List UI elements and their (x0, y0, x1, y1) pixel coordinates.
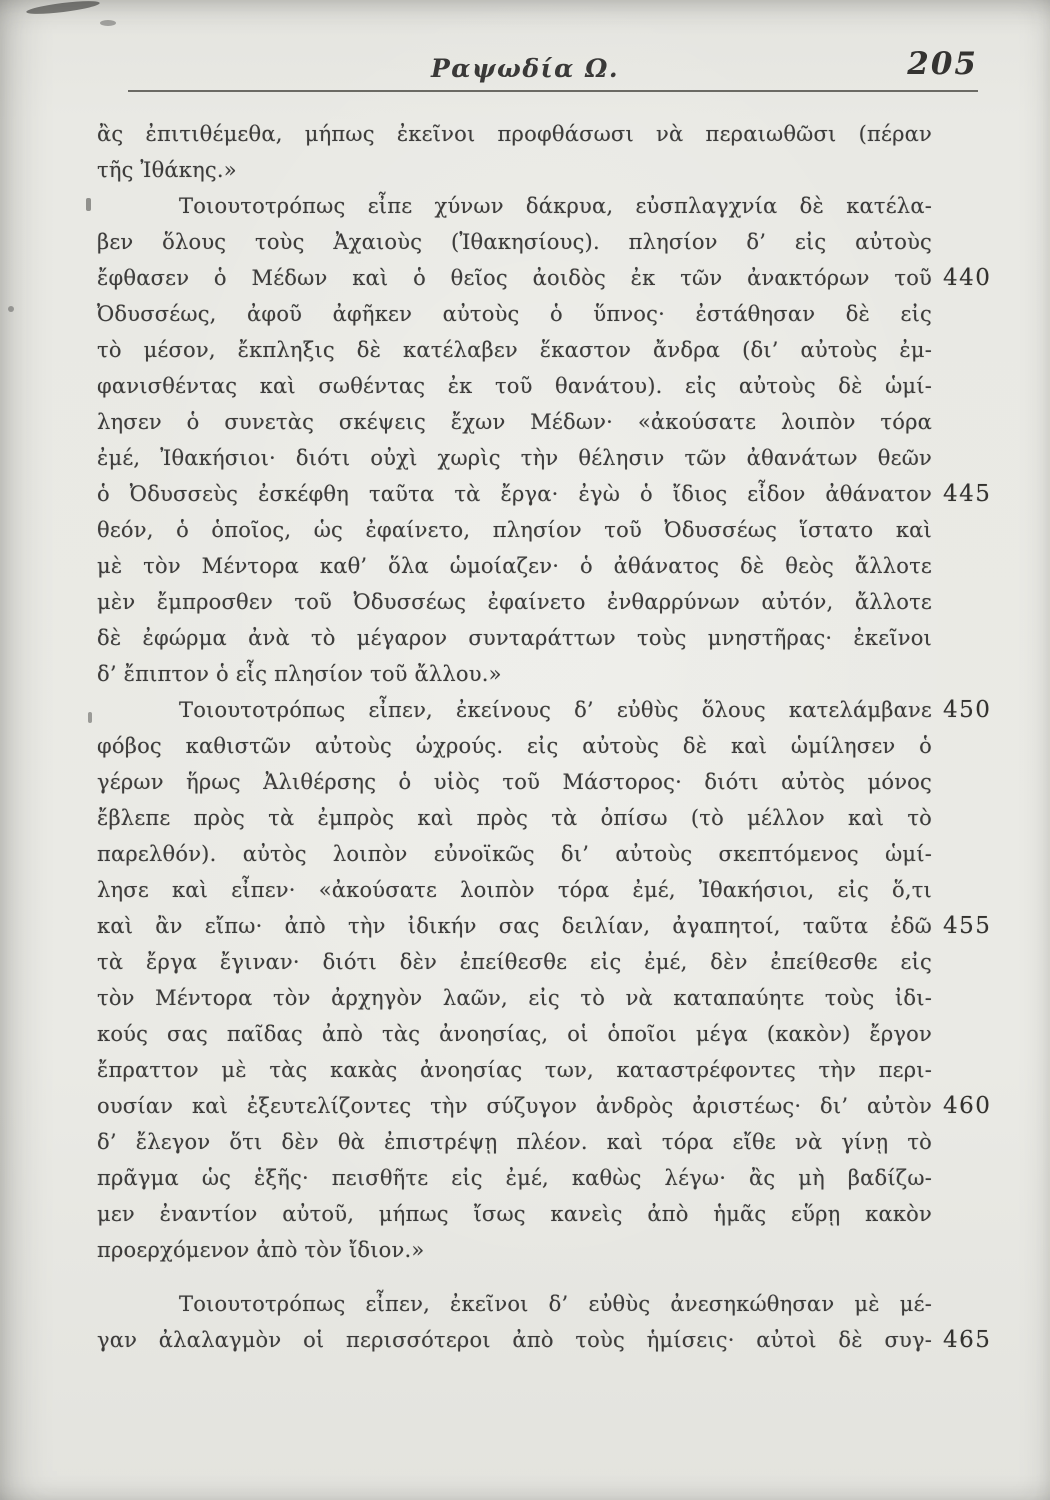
text-line (97, 332, 932, 368)
line-text: πρᾶγμα ὡς ἑξῆς· πεισθῆτε εἰς ἐμέ, καθὼς λέγω· ἂς μὴ βαδίζω- (97, 1166, 932, 1190)
text-line (97, 1052, 932, 1088)
line-text: προερχόμενον ἀπὸ τὸν ἴδιον.» (97, 1238, 425, 1262)
text-line (97, 152, 932, 188)
text-line (97, 656, 932, 692)
line-text: ἂς ἐπιτιθέμεθα, μήπως ἐκεῖνοι προφθάσωσι νὰ περαιωθῶσι (πέραν (97, 122, 932, 146)
text-line (97, 404, 932, 440)
text-line (97, 368, 932, 404)
text-line (97, 692, 992, 728)
scan-artifact (88, 712, 92, 723)
body-text (97, 116, 992, 1358)
text-line (97, 908, 992, 944)
text-line (97, 296, 932, 332)
line-text: δ’ ἔλεγον ὅτι δὲν θὰ ἐπιστρέψῃ πλέον. καὶ τόρα εἴθε νὰ γίνῃ τὸ (97, 1130, 932, 1154)
line-text: ὁ Ὀδυσσεὺς ἐσκέφθη ταῦτα τὰ ἔργα· ἐγὼ ὁ ἴδιος εἶδον ἀθάνατον (97, 482, 932, 506)
line-text: λησεν ὁ συνετὰς σκέψεις ἔχων Μέδων· «ἀκούσατε λοιπὸν τόρα (97, 410, 932, 434)
verse-number: 450 (943, 697, 992, 723)
line-text: φόβος καθιστῶν αὐτοὺς ὠχρούς. εἰς αὐτοὺς δὲ καὶ ὡμίλησεν ὁ (97, 734, 932, 758)
verse-number: 465 (943, 1327, 992, 1353)
line-text: ουσίαν καὶ ἐξευτελίζοντες τὴν σύζυγον ἀνδρὸς ἀριστέως· δι’ αὐτὸν (97, 1094, 932, 1118)
verse-number: 455 (943, 913, 992, 939)
text-line (97, 260, 992, 296)
line-text: Ὀδυσσέως, ἀφοῦ ἀφῆκεν αὐτοὺς ὁ ὕπνος· ἐστάθησαν δὲ εἰς (97, 302, 932, 326)
text-line (97, 440, 932, 476)
text-line (97, 1196, 932, 1232)
text-line (97, 188, 932, 224)
verse-number: 460 (943, 1093, 992, 1119)
line-text: ἔφθασεν ὁ Μέδων καὶ ὁ θεῖος ἀοιδὸς ἐκ τῶν ἀνακτόρων τοῦ (97, 266, 932, 290)
line-text: καὶ ἂν εἴπω· ἀπὸ τὴν ἰδικήν σας δειλίαν, ἀγαπητοί, ταῦτα ἐδῶ (97, 914, 932, 938)
text-line (97, 1016, 932, 1052)
text-line (97, 512, 932, 548)
line-text: γαν ἀλαλαγμὸν οἱ περισσότεροι ἀπὸ τοὺς ἡμίσεις· αὐτοὶ δὲ συγ- (97, 1328, 932, 1352)
scan-artifact (100, 20, 116, 26)
text-line (97, 1322, 992, 1358)
text-line (97, 872, 932, 908)
line-text: τὸν Μέντορα τὸν ἀρχηγὸν λαῶν, εἰς τὸ νὰ καταπαύητε τοὺς ἰδι- (97, 986, 932, 1010)
line-text: μὲ τὸν Μέντορα καθ’ ὅλα ὡμοίαζεν· ὁ ἀθάνατος δὲ θεὸς ἄλλοτε (97, 554, 932, 578)
scan-artifact (86, 198, 91, 211)
line-text: λησε καὶ εἶπεν· «ἀκούσατε λοιπὸν τόρα ἐμέ, Ἰθακήσιοι, εἰς ὅ,τι (97, 878, 932, 902)
text-line (97, 1124, 932, 1160)
line-text: τὸ μέσον, ἔκπληξις δὲ κατέλαβεν ἕκαστον ἄνδρα (δι’ αὐτοὺς ἐμ- (97, 338, 932, 362)
line-text: θεόν, ὁ ὁποῖος, ὡς ἐφαίνετο, πλησίον τοῦ Ὀδυσσέως ἵστατο καὶ (97, 518, 932, 542)
line-text: Τοιουτοτρόπως εἶπε χύνων δάκρυα, εὐσπλαγχνία δὲ κατέλα- (179, 194, 932, 218)
text-line (97, 1286, 932, 1322)
chapter-title: Ραψωδία Ω. (430, 54, 620, 83)
page-number: 205 (907, 46, 978, 82)
line-text: τῆς Ἰθάκης.» (97, 158, 237, 182)
line-text: τὰ ἔργα ἔγιναν· διότι δὲν ἐπείθεσθε εἰς ἐμέ, δὲν ἐπείθεσθε εἰς (97, 950, 932, 974)
text-line (97, 548, 932, 584)
text-line (97, 1160, 932, 1196)
text-line (97, 800, 932, 836)
line-text: κούς σας παῖδας ἀπὸ τὰς ἀνοησίας, οἱ ὁποῖοι μέγα (κακὸν) ἔργον (97, 1022, 932, 1046)
scan-artifact (26, 0, 101, 16)
header-rule (128, 90, 978, 92)
line-text: ἔπραττον μὲ τὰς κακὰς ἀνοησίας των, καταστρέφοντες τὴν περι- (97, 1058, 932, 1082)
line-text: φανισθέντας καὶ σωθέντας ἐκ τοῦ θανάτου). εἰς αὐτοὺς δὲ ὡμί- (97, 374, 932, 398)
line-text: δὲ ἐφώρμα ἀνὰ τὸ μέγαρον συνταράττων τοὺς μνηστῆρας· ἐκεῖνοι (97, 626, 932, 650)
line-text: δ’ ἔπιπτον ὁ εἷς πλησίον τοῦ ἄλλου.» (97, 662, 502, 686)
verse-number: 445 (943, 481, 992, 507)
text-line (97, 980, 932, 1016)
line-text: μεν ἐναντίον αὐτοῦ, μήπως ἴσως κανεὶς ἀπὸ ἡμᾶς εὕρῃ κακὸν (97, 1202, 932, 1226)
text-line (97, 836, 932, 872)
text-line (97, 584, 932, 620)
text-line (97, 944, 932, 980)
text-line (97, 1232, 932, 1268)
line-text: βεν ὅλους τοὺς Ἀχαιοὺς (Ἰθακησίους). πλησίον δ’ εἰς αὐτοὺς (97, 230, 932, 254)
line-text: μὲν ἔμπροσθεν τοῦ Ὀδυσσέως ἐφαίνετο ἐνθαρρύνων αὐτόν, ἄλλοτε (97, 590, 932, 614)
line-text: Τοιουτοτρόπως εἶπεν, ἐκείνους δ’ εὐθὺς ὅλους κατελάμβανε (179, 698, 932, 722)
line-text: Τοιουτοτρόπως εἶπεν, ἐκεῖνοι δ’ εὐθὺς ἀνεσηκώθησαν μὲ μέ- (179, 1292, 932, 1316)
text-line (97, 620, 932, 656)
text-line (97, 476, 992, 512)
text-line (97, 764, 932, 800)
page-header (0, 46, 1050, 88)
line-text: ἔβλεπε πρὸς τὰ ἐμπρὸς καὶ πρὸς τὰ ὀπίσω (τὸ μέλλον καὶ τὸ (97, 806, 932, 830)
scan-artifact (8, 306, 14, 312)
text-line (97, 116, 932, 152)
line-text: παρελθόν). αὐτὸς λοιπὸν εὐνοϊκῶς δι’ αὐτοὺς σκεπτόμενος ὡμί- (97, 842, 932, 866)
line-text: γέρων ἥρως Ἀλιθέρσης ὁ υἱὸς τοῦ Μάστορος· διότι αὐτὸς μόνος (97, 770, 932, 794)
line-text: ἐμέ, Ἰθακήσιοι· διότι οὐχὶ χωρὶς τὴν θέλησιν τῶν ἀθανάτων θεῶν (97, 446, 932, 470)
verse-number: 440 (943, 265, 992, 291)
text-line (97, 728, 932, 764)
text-line (97, 1088, 992, 1124)
text-line (97, 224, 932, 260)
